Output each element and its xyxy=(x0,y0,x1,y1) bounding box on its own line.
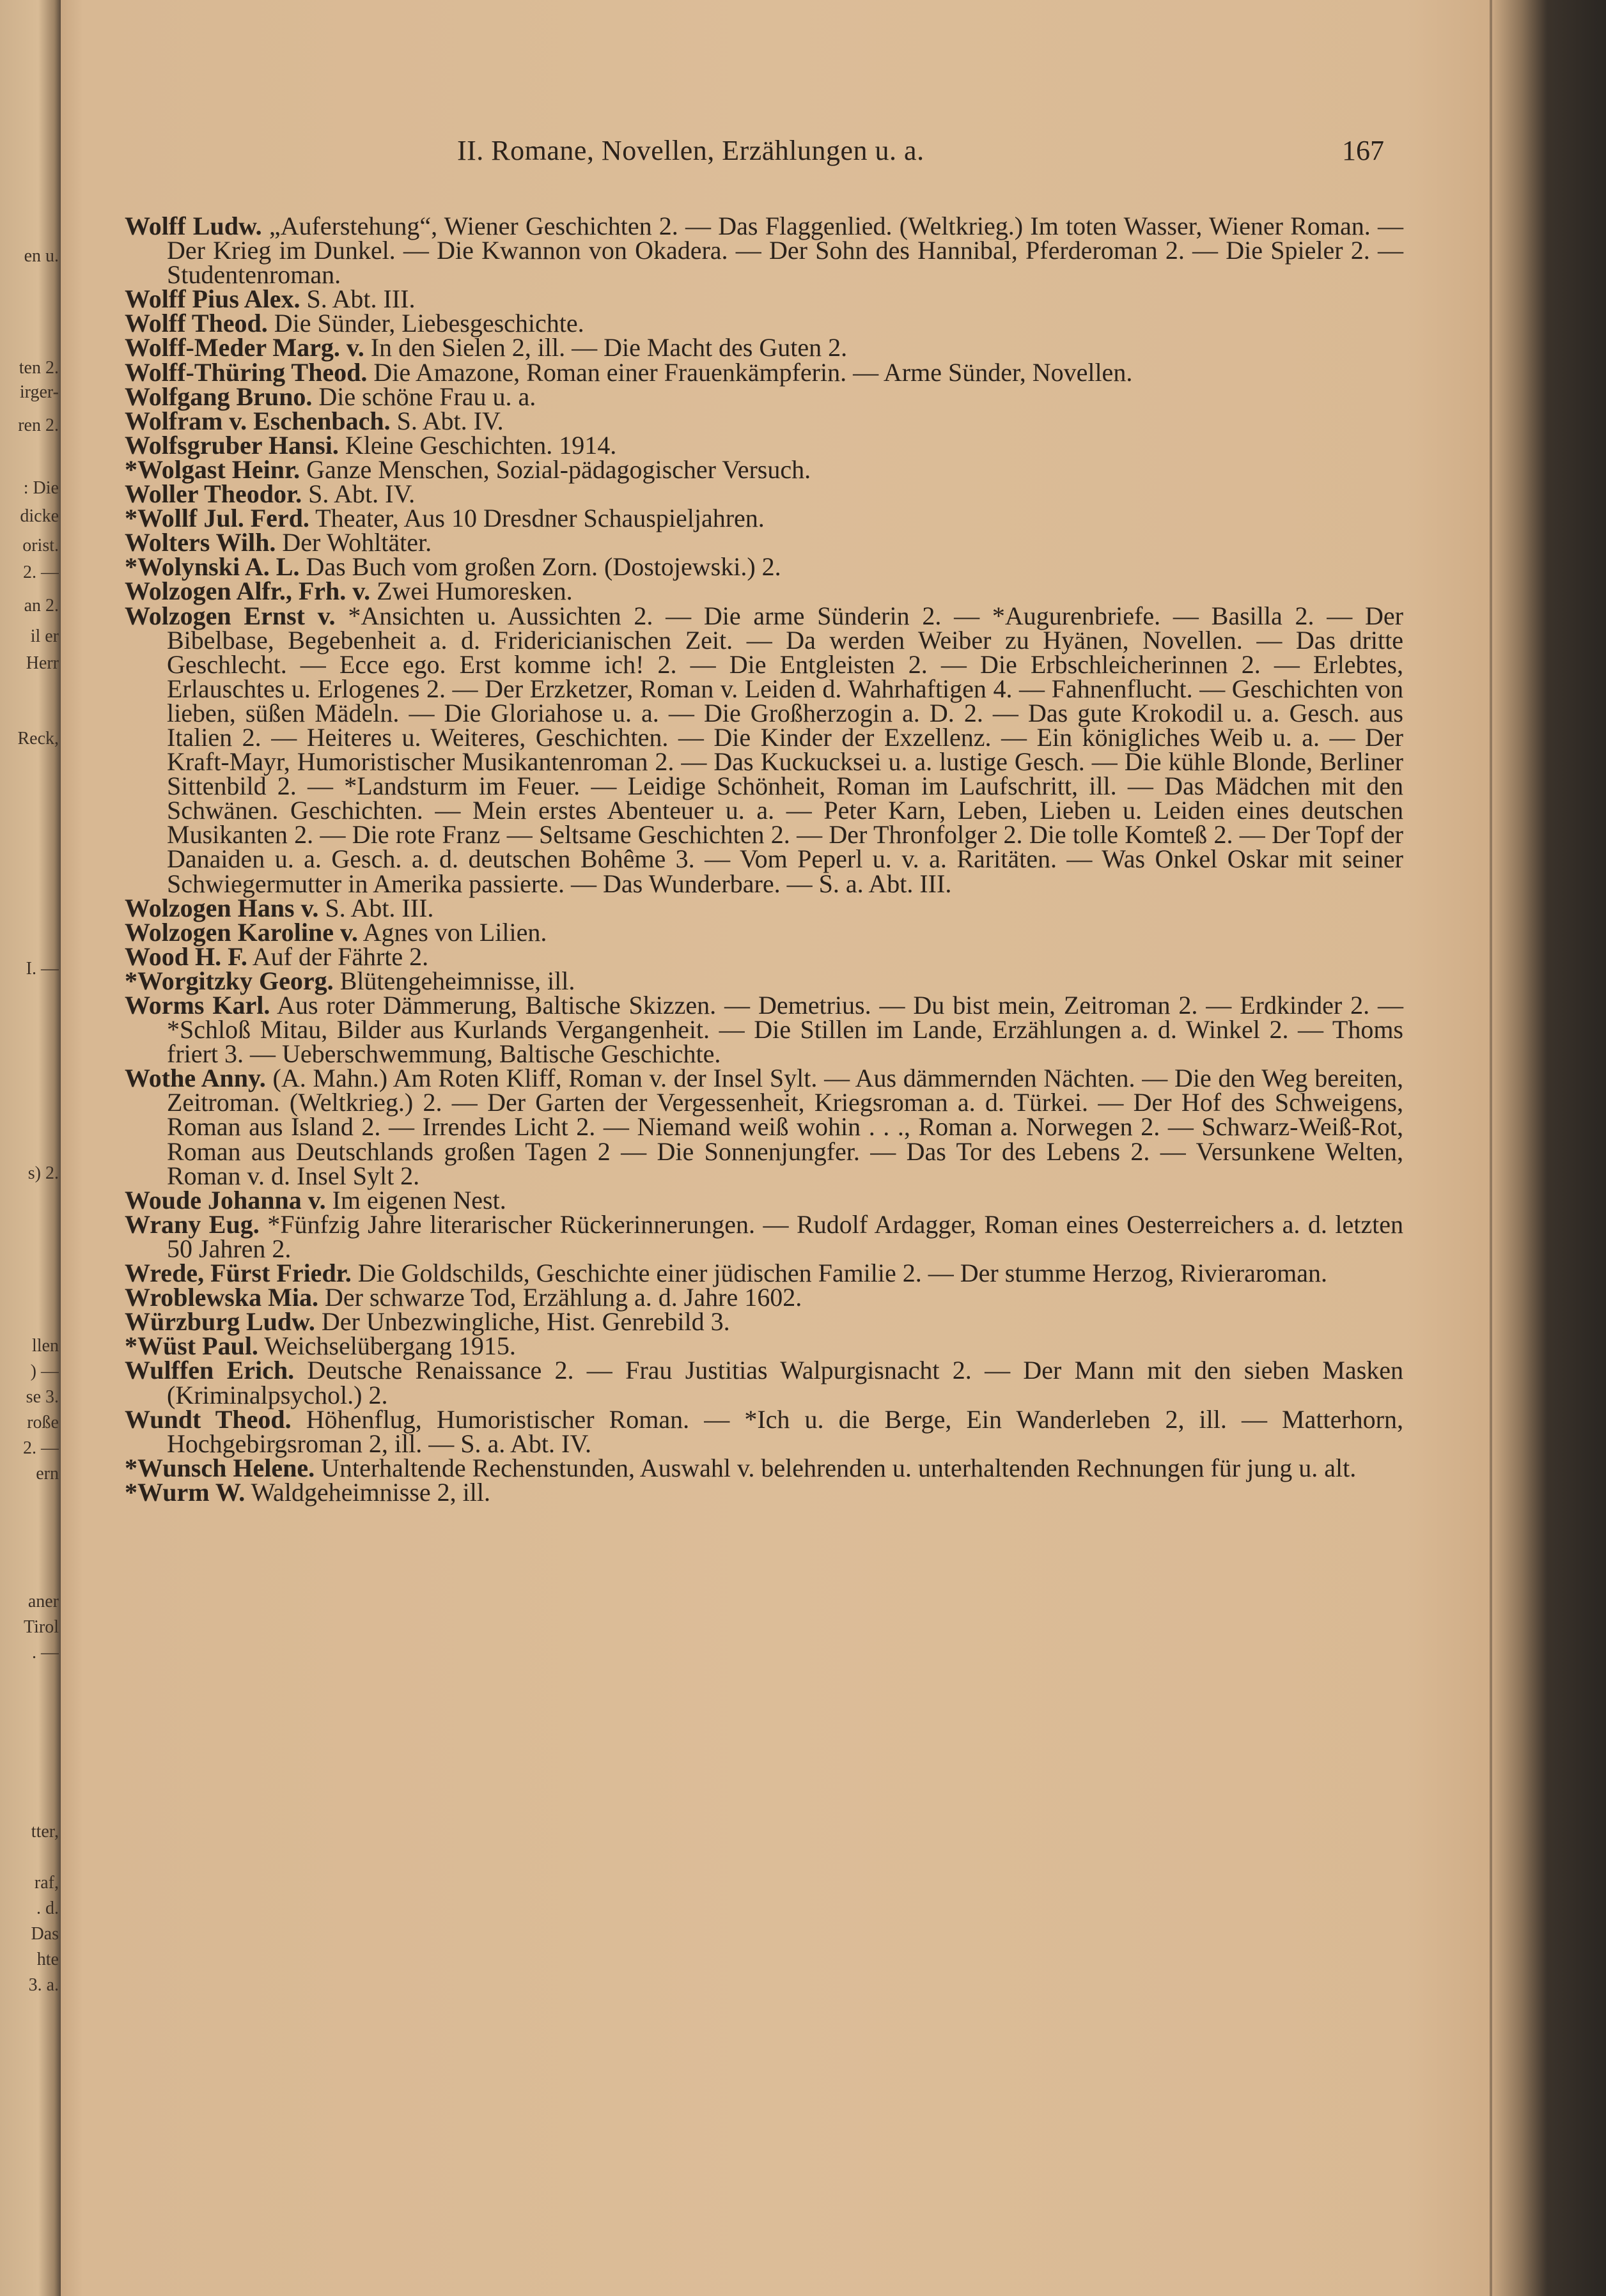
author-entry xyxy=(125,917,1403,947)
entry-works: (A. Mahn.) Am Roten Kliff, Roman v. der Insel Sylt. — Aus dämmernden Nächten. — Die den Weg bereiten, Zeitroman. (Weltkrieg.) 2. — Der Garten der Vergessenheit, Kriegsroman a. d. Türkei. — Der Hof des Schweigens, Roman aus Island 2. — Irrendes Licht 2. — Niemand weiß wohin . . ., Roman a. Norwegen 2. — Schwarz-Weiß-Rot, Roman aus Deutschlands großen Tagen 2 — Die Sonnenjungfer. — Das Tor des Lebens 2. — Versunkene Welten, Roman v. d. Insel Sylt 2. xyxy=(167,1064,1404,1190)
author-entry xyxy=(125,1066,1403,1188)
author-name: Wroblewska Mia. xyxy=(125,1283,318,1312)
entry-works: *Fünfzig Jahre literarischer Rückerinnerungen. — Rudolf Ardagger, Roman eines Oesterreichers a. d. letzten 50 Jahren 2. xyxy=(167,1209,1403,1263)
book-page xyxy=(125,121,1410,2231)
entry-works: Ganze Menschen, Sozial-pädagogischer Versuch. xyxy=(300,454,811,484)
margin-fragment: ten 2. xyxy=(19,358,59,378)
entry-works: *Ansichten u. Aussichten 2. — Die arme Sünderin 2. — *Augurenbriefe. — Basilla 2. — Der Bibelbase, Begebenheit a. d. Fridericianischen Zeit. — Da werden Weiber zu Hyänen, Novellen. — Das dritte Geschlecht. — Ecce ego. Erst komme ich! 2. — Die Entgleisten 2. — Die Erbschleicherinnen 2. — Erlebtes, Erlauschtes u. Erlogenes 2. — Der Erzketzer, Roman v. Leiden d. Wahrhaftigen 4. — Fahnenflucht. — Geschichten von lieben, süßen Mädeln. — Die Gloriahose u. a. — Die Großherzogin a. D. 2. — Das gute Krokodil u. a. Gesch. aus Italien 2. — Heiteres u. Weiteres, Geschichten. — Die Kinder der Exzellenz. — Ein königliches Weib u. a. — Der Kraft-Mayr, Humoristischer Musikantenroman 2. — Das Kuckucksei u. a. lustige Gesch. — Die kühle Blonde, Berliner Sittenbild 2. — *Landsturm im Feuer. — Leidige Schönheit, Roman im Laufschritt, ill. — Das Mädchen mit den Schwänen. Geschichten. — Mein erstes Abenteuer u. a. — Peter Karn, Leben, Lieben u. Leiden eines deutschen Musikanten 2. — Die rote Franz — Seltsame Geschichten 2. — Der Thronfolger 2. Die tolle Komteß 2. — Der Topf der Danaiden u. a. Gesch. a. d. deutschen Bohême 3. — Vom Peperl u. v. a. Raritäten. — Was Onkel Oskar mit seiner Schwiegermutter in Amerika passierte. — Das Wunderbare. — S. a. Abt. III. xyxy=(167,601,1403,898)
entry-works: S. Abt. III. xyxy=(300,284,416,314)
author-entry xyxy=(125,311,1403,336)
margin-fragment: ren 2. xyxy=(18,415,59,435)
author-name: Wolfgang Bruno. xyxy=(125,382,313,411)
entry-works: Höhenflug, Humoristischer Roman. — *Ich u. die Berge, Ein Wanderleben 2, ill. — Matterhorn, Hochgebirgsroman 2, ill. — S. a. Abt. IV. xyxy=(167,1404,1403,1458)
author-name: *Wüst Paul. xyxy=(125,1331,258,1361)
margin-fragment: I. — xyxy=(26,959,59,979)
entry-works: Auf der Fährte 2. xyxy=(247,942,429,971)
margin-fragment: orist. xyxy=(22,536,59,555)
author-name: Wrany Eug. xyxy=(125,1209,260,1239)
author-name: Wolff-Meder Marg. v. xyxy=(125,333,364,362)
author-entry xyxy=(125,479,1403,509)
author-name: *Worgitzky Georg. xyxy=(125,966,334,995)
margin-fragment: 2. — xyxy=(23,562,59,582)
book-spine-shadow xyxy=(1490,0,1492,2296)
author-entry xyxy=(125,1404,1403,1458)
author-name: Wolfram v. Eschenbach. xyxy=(125,406,391,435)
page-number: 167 xyxy=(1342,135,1384,166)
author-name: *Wolgast Heinr. xyxy=(125,454,300,484)
margin-fragment: 3. a. xyxy=(28,1975,59,1995)
author-name: Wood H. F. xyxy=(125,942,247,971)
author-entry xyxy=(125,406,1403,435)
author-entry xyxy=(125,1477,1403,1507)
author-entry xyxy=(125,601,1403,898)
author-entry xyxy=(125,284,1403,314)
entry-works: Kleine Geschichten. 1914. xyxy=(338,430,617,460)
author-entry xyxy=(125,552,1403,582)
author-entry xyxy=(125,893,1403,922)
entry-works: S. Abt. IV. xyxy=(302,479,416,509)
margin-fragment: s) 2. xyxy=(27,1163,59,1183)
entry-works: Waldgeheimnisse 2, ill. xyxy=(245,1477,490,1507)
author-entry xyxy=(125,577,1403,606)
entry-works: Agnes von Lilien. xyxy=(357,917,547,947)
author-name: Worms Karl. xyxy=(125,991,270,1020)
author-name: Würzburg Ludw. xyxy=(125,1307,315,1337)
entry-works: Weichselübergang 1915. xyxy=(258,1331,516,1361)
author-entry xyxy=(125,942,1403,971)
entry-works: Der schwarze Tod, Erzählung a. d. Jahre 1602. xyxy=(318,1283,802,1312)
margin-fragment: hte xyxy=(36,1950,59,1969)
entry-works: S. Abt. IV. xyxy=(390,406,504,435)
entry-works: Theater, Aus 10 Dresdner Schauspieljahren. xyxy=(309,504,765,533)
author-name: Wundt Theod. xyxy=(125,1404,292,1434)
margin-fragment: aner xyxy=(27,1592,59,1611)
margin-fragment: . — xyxy=(32,1643,59,1663)
margin-fragment: Das xyxy=(31,1924,59,1944)
author-entry-list xyxy=(125,214,1403,1505)
author-entry xyxy=(125,1259,1403,1288)
author-entry xyxy=(125,966,1403,995)
margin-fragment: Herr xyxy=(26,653,59,673)
entry-works: Blütengeheimnisse, ill. xyxy=(333,966,575,995)
author-entry xyxy=(125,1358,1403,1407)
author-entry xyxy=(125,506,1403,531)
author-entry xyxy=(125,212,1403,290)
author-name: Woller Theodor. xyxy=(125,479,302,509)
margin-fragment: roße xyxy=(27,1413,59,1432)
author-name: Wrede, Fürst Friedr. xyxy=(125,1259,352,1288)
margin-fragment: : Die xyxy=(23,478,59,498)
entry-works: Im eigenen Nest. xyxy=(325,1185,506,1214)
author-entry xyxy=(125,1209,1403,1263)
author-entry xyxy=(125,357,1403,387)
author-name: Wolzogen Ernst v. xyxy=(125,601,336,630)
entry-works: Die schöne Frau u. a. xyxy=(312,382,536,411)
margin-fragment: Tirol xyxy=(23,1617,59,1637)
entry-works: Die Amazone, Roman einer Frauenkämpferin. — Arme Sünder, Novellen. xyxy=(367,357,1133,387)
author-entry xyxy=(125,430,1403,460)
margin-fragment: Reck, xyxy=(17,729,59,749)
author-name: Wulffen Erich. xyxy=(125,1356,295,1385)
author-entry xyxy=(125,991,1403,1069)
author-entry xyxy=(125,528,1403,557)
margin-fragment: irger- xyxy=(19,382,59,402)
entry-works: Der Unbezwingliche, Hist. Genrebild 3. xyxy=(315,1307,730,1337)
margin-fragment: 2. — xyxy=(23,1438,59,1458)
author-entry xyxy=(125,1307,1403,1337)
author-entry xyxy=(125,1285,1403,1310)
margin-fragment: . d. xyxy=(36,1898,59,1918)
author-entry xyxy=(125,454,1403,484)
margin-fragment: il er xyxy=(30,626,59,646)
margin-fragment: tter, xyxy=(31,1822,59,1842)
margin-fragment: an 2. xyxy=(24,596,59,616)
margin-fragment: dicke xyxy=(20,506,59,526)
entry-works: Unterhaltende Rechenstunden, Auswahl v. belehrenden u. unterhaltenden Rechnungen für jung u. alt. xyxy=(315,1453,1357,1482)
author-name: *Wollf Jul. Ferd. xyxy=(125,504,309,533)
author-name: Wolff-Thüring Theod. xyxy=(125,357,368,387)
entry-works: „Auferstehung“, Wiener Geschichten 2. — Das Flaggenlied. (Weltkrieg.) Im toten Wasser, Wiener Roman. — Der Krieg im Dunkel. — Die Kwannon von Okadera. — Der Sohn des Hannibal, Pferderoman 2. — Die Spieler 2. — Studentenroman. xyxy=(167,212,1403,290)
author-name: Wolters Wilh. xyxy=(125,528,276,557)
page-header xyxy=(125,134,1410,173)
author-entry xyxy=(125,333,1403,362)
entry-works: Deutsche Renaissance 2. — Frau Justitias Walpurgisnacht 2. — Der Mann mit den sieben Masken (Kriminalpsychol.) 2. xyxy=(167,1356,1404,1409)
author-name: *Wolynski A. L. xyxy=(125,552,300,582)
author-name: *Wurm W. xyxy=(125,1477,246,1507)
author-entry xyxy=(125,1331,1403,1361)
margin-fragment: raf, xyxy=(34,1873,59,1893)
author-name: Wolff Pius Alex. xyxy=(125,284,300,314)
margin-fragment: en u. xyxy=(24,246,59,266)
entry-works: Der Wohltäter. xyxy=(276,528,432,557)
author-name: Wothe Anny. xyxy=(125,1064,266,1093)
author-name: Wolfsgruber Hansi. xyxy=(125,430,339,460)
margin-fragment: ) — xyxy=(30,1361,59,1381)
author-entry xyxy=(125,1185,1403,1214)
entry-works: S. Abt. III. xyxy=(318,893,434,922)
author-entry xyxy=(125,1453,1403,1482)
author-name: Wolff Ludw. xyxy=(125,212,262,240)
running-title: II. Romane, Novellen, Erzählungen u. a. xyxy=(457,135,924,166)
entry-works: Das Buch vom großen Zorn. (Dostojewski.) 2. xyxy=(299,552,781,582)
entry-works: In den Sielen 2, ill. — Die Macht des Guten 2. xyxy=(364,333,848,362)
entry-works: Aus roter Dämmerung, Baltische Skizzen. — Demetrius. — Du bist mein, Zeitroman 2. — Erdkinder 2. — *Schloß Mitau, Bilder aus Kurlands Vergangenheit. — Die Stillen im Lande, Erzählungen a. d. Winkel 2. — Thoms friert 3. — Ueberschwemmung, Baltische Geschichte. xyxy=(167,991,1403,1069)
entry-works: Zwei Humoresken. xyxy=(370,577,573,606)
author-entry xyxy=(125,382,1403,411)
author-name: Wolzogen Alfr., Frh. v. xyxy=(125,577,371,606)
margin-fragment: se 3. xyxy=(26,1387,59,1407)
author-name: Woude Johanna v. xyxy=(125,1185,326,1214)
author-name: Wolff Theod. xyxy=(125,309,268,338)
author-name: Wolzogen Karoline v. xyxy=(125,917,358,947)
entry-works: Die Goldschilds, Geschichte einer jüdischen Familie 2. — Der stumme Herzog, Rivieraroman. xyxy=(351,1259,1328,1288)
margin-fragment: ern xyxy=(36,1464,59,1484)
entry-works: Die Sünder, Liebesgeschichte. xyxy=(267,309,584,338)
author-name: *Wunsch Helene. xyxy=(125,1453,315,1482)
author-name: Wolzogen Hans v. xyxy=(125,893,319,922)
margin-fragment: llen xyxy=(32,1336,59,1356)
